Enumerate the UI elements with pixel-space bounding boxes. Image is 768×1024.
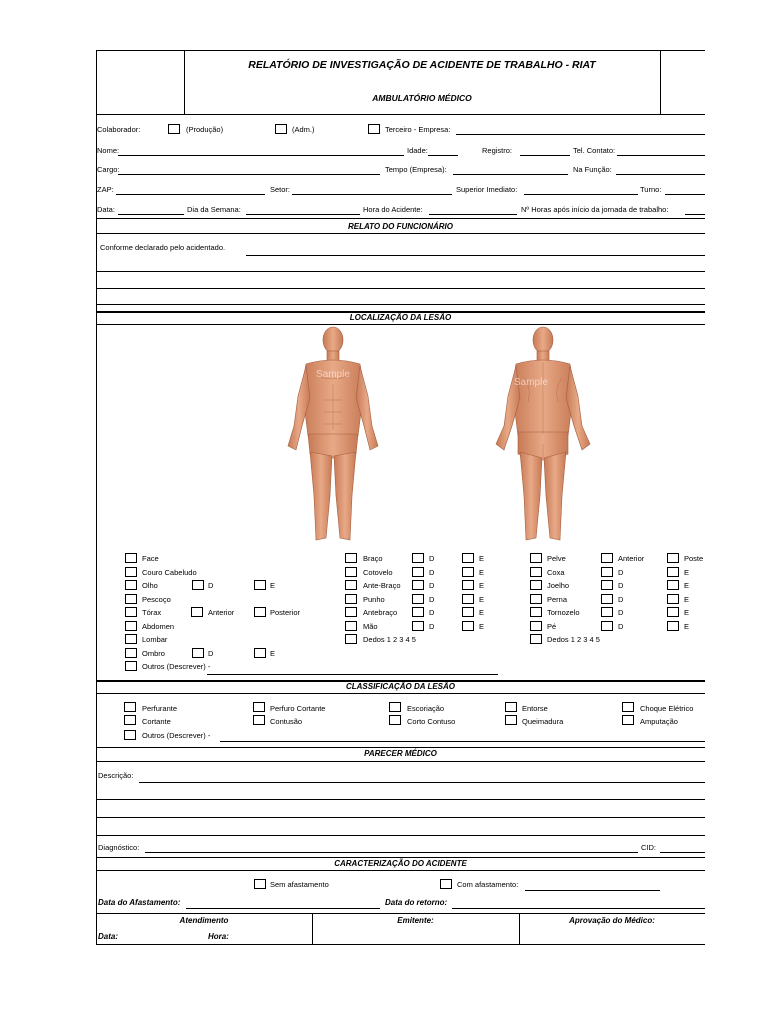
pe-d-checkbox[interactable] (601, 621, 613, 631)
tel-label: Tel. Contato: (573, 146, 616, 155)
ombro-e-label: E (270, 649, 276, 658)
idade-field[interactable] (428, 155, 458, 156)
registro-field[interactable] (520, 155, 570, 156)
pelve-anterior-label: Anterior (618, 554, 645, 563)
joelho-label: Joelho (547, 581, 570, 590)
cortante-label: Cortante (142, 717, 171, 726)
coxa-checkbox[interactable] (530, 567, 542, 577)
com-afastamento-field[interactable] (525, 890, 660, 891)
relato-line-2[interactable] (96, 271, 705, 272)
couro-cabeludo-label: Couro Cabeludo (142, 568, 197, 577)
lombar-checkbox[interactable] (125, 634, 137, 644)
torax-checkbox[interactable] (125, 607, 137, 617)
olho-d-checkbox[interactable] (192, 580, 204, 590)
pelve-posterior-label: Poste (684, 554, 704, 563)
ombro-checkbox[interactable] (125, 648, 137, 658)
data-retorno-label: Data do retorno: (385, 898, 448, 907)
antebraco-d-checkbox[interactable] (412, 607, 424, 617)
relato-top-rule (96, 218, 705, 219)
turno-label: Turno: (640, 185, 662, 194)
terceiro-label: Terceiro - Empresa: (385, 125, 451, 134)
mao-checkbox[interactable] (345, 621, 357, 631)
contusao-checkbox[interactable] (253, 715, 265, 725)
braco-e-label: E (479, 554, 485, 563)
abdomen-label: Abdomen (142, 622, 175, 631)
coxa-e-checkbox[interactable] (667, 567, 679, 577)
ante-braco-checkbox[interactable] (345, 580, 357, 590)
header-divider-right (660, 50, 661, 114)
choque-eletrico-label: Choque Elétrico (640, 704, 694, 713)
perna-e-label: E (684, 595, 690, 604)
entorse-checkbox[interactable] (505, 702, 517, 712)
com-afastamento-label: Com afastamento: (457, 880, 519, 889)
mao-e-label: E (479, 622, 485, 631)
queimadura-label: Queimadura (522, 717, 564, 726)
hora-acidente-label: Hora do Acidente: (363, 205, 423, 214)
pescoco-checkbox[interactable] (125, 594, 137, 604)
pelve-posterior-checkbox[interactable] (667, 553, 679, 563)
braco-d-label: D (429, 554, 435, 563)
localizacao-title: LOCALIZAÇÃO DA LESÃO (349, 313, 452, 322)
ante-braco-d-label: D (429, 581, 435, 590)
braco-d-checkbox[interactable] (412, 553, 424, 563)
amputacao-checkbox[interactable] (622, 715, 634, 725)
outros-class-checkbox[interactable] (124, 730, 136, 740)
antebraco-d-label: D (429, 608, 435, 617)
coxa-d-label: D (618, 568, 624, 577)
cotovelo-e-checkbox[interactable] (462, 567, 474, 577)
pe-e-label: E (684, 622, 690, 631)
emitente-label: Emitente: (397, 916, 434, 925)
olho-checkbox[interactable] (125, 580, 137, 590)
tornozelo-e-label: E (684, 608, 690, 617)
abdomen-checkbox[interactable] (125, 621, 137, 631)
corto-contuso-checkbox[interactable] (389, 715, 401, 725)
footer-hora-label: Hora: (208, 932, 229, 941)
caracterizacao-title: CARACTERIZAÇÃO DO ACIDENTE (334, 859, 467, 868)
descricao-label: Descrição: (98, 771, 134, 780)
relato-text: Conforme declarado pelo acidentado. (100, 243, 226, 252)
joelho-d-label: D (618, 581, 624, 590)
na-funcao-label: Na Função: (573, 165, 612, 174)
localizacao-title-rule (96, 324, 705, 325)
pescoco-label: Pescoço (142, 595, 171, 604)
dedos-pe-checkbox[interactable] (530, 634, 542, 644)
aprovacao-label: Aprovação do Médico: (569, 916, 655, 925)
relato-title: RELATO DO FUNCIONÁRIO (347, 222, 454, 231)
tornozelo-d-label: D (618, 608, 624, 617)
olho-d-label: D (208, 581, 214, 590)
diagnostico-label: Diagnóstico: (98, 843, 140, 852)
braco-e-checkbox[interactable] (462, 553, 474, 563)
caracterizacao-top-rule (96, 857, 705, 858)
dedos-mao-label: Dedos 1 2 3 4 5 (363, 635, 416, 644)
relato-line-4[interactable] (96, 304, 705, 305)
tornozelo-d-checkbox[interactable] (601, 607, 613, 617)
classificacao-title-rule (96, 693, 705, 694)
nome-field[interactable] (118, 155, 404, 156)
atendimento-label: Atendimento (179, 916, 229, 925)
olho-e-label: E (270, 581, 276, 590)
nome-label: Nome: (97, 146, 120, 155)
joelho-checkbox[interactable] (530, 580, 542, 590)
punho-label: Punho (363, 595, 385, 604)
diagnostico-field[interactable] (145, 852, 638, 853)
perfuro-cortante-checkbox[interactable] (253, 702, 265, 712)
olho-e-checkbox[interactable] (254, 580, 266, 590)
perna-checkbox[interactable] (530, 594, 542, 604)
cotovelo-d-checkbox[interactable] (412, 567, 424, 577)
mao-d-label: D (429, 622, 435, 631)
colaborador-label: Colaborador: (97, 125, 141, 134)
dedos-mao-checkbox[interactable] (345, 634, 357, 644)
coxa-e-label: E (684, 568, 690, 577)
adm-label: (Adm.) (292, 125, 315, 134)
data-retorno-field[interactable] (452, 908, 705, 909)
perna-e-checkbox[interactable] (667, 594, 679, 604)
antebraco-e-label: E (479, 608, 485, 617)
watermark-front: Sample (316, 369, 350, 380)
joelho-d-checkbox[interactable] (601, 580, 613, 590)
choque-eletrico-checkbox[interactable] (622, 702, 634, 712)
body-back-figure (488, 326, 598, 548)
outros-class-label: Outros (Descrever) - (142, 731, 211, 740)
ombro-label: Ombro (142, 649, 165, 658)
descricao-field[interactable] (139, 782, 705, 783)
perfurante-checkbox[interactable] (124, 702, 136, 712)
sem-afastamento-label: Sem afastamento (270, 880, 329, 889)
joelho-e-label: E (684, 581, 690, 590)
ombro-d-label: D (208, 649, 214, 658)
descricao-line-2[interactable] (96, 799, 705, 800)
coxa-label: Coxa (547, 568, 565, 577)
cid-field[interactable] (660, 852, 705, 853)
data-label: Data: (97, 205, 115, 214)
pelve-anterior-checkbox[interactable] (601, 553, 613, 563)
corto-contuso-label: Corto Contuso (407, 717, 456, 726)
antebraco-label: Antebraço (363, 608, 398, 617)
header-bottom-border (96, 114, 705, 115)
sem-afastamento-checkbox[interactable] (254, 879, 266, 889)
dia-semana-label: Dia da Semana: (187, 205, 241, 214)
relato-line-3[interactable] (96, 288, 705, 289)
data-field[interactable] (118, 214, 184, 215)
cotovelo-checkbox[interactable] (345, 567, 357, 577)
cortante-checkbox[interactable] (124, 715, 136, 725)
footer-data-label: Data: (98, 932, 119, 941)
amputacao-label: Amputação (640, 717, 678, 726)
torax-label: Tórax (142, 608, 162, 617)
body-front-figure (278, 326, 388, 548)
header-top-border (96, 50, 705, 51)
producao-checkbox[interactable] (168, 124, 180, 134)
relato-title-rule (96, 233, 705, 234)
tornozelo-checkbox[interactable] (530, 607, 542, 617)
horas-apos-field[interactable] (685, 214, 705, 215)
producao-label: (Produção) (186, 125, 224, 134)
mao-e-checkbox[interactable] (462, 621, 474, 631)
torax-anterior-label: Anterior (208, 608, 235, 617)
ante-braco-e-label: E (479, 581, 485, 590)
outros-local-label: Outros (Descrever) - (142, 662, 211, 671)
outros-class-field[interactable] (220, 741, 705, 742)
pelve-label: Pelve (547, 554, 566, 563)
tempo-label: Tempo (Empresa): (385, 165, 447, 174)
cid-label: CID: (641, 843, 656, 852)
zap-label: ZAP: (97, 185, 114, 194)
queimadura-checkbox[interactable] (505, 715, 517, 725)
ante-braco-e-checkbox[interactable] (462, 580, 474, 590)
punho-d-label: D (429, 595, 435, 604)
mao-label: Mão (363, 622, 378, 631)
setor-field[interactable] (292, 194, 452, 195)
dia-semana-field[interactable] (246, 214, 360, 215)
cotovelo-e-label: E (479, 568, 485, 577)
punho-d-checkbox[interactable] (412, 594, 424, 604)
superior-field[interactable] (524, 194, 638, 195)
escoriacao-checkbox[interactable] (389, 702, 401, 712)
zap-field[interactable] (116, 194, 265, 195)
turno-field[interactable] (665, 194, 705, 195)
braco-label: Braço (363, 554, 383, 563)
tornozelo-label: Tornozelo (547, 608, 580, 617)
antebraco-checkbox[interactable] (345, 607, 357, 617)
torax-posterior-checkbox[interactable] (254, 607, 266, 617)
face-checkbox[interactable] (125, 553, 137, 563)
terceiro-checkbox[interactable] (368, 124, 380, 134)
cotovelo-d-label: D (429, 568, 435, 577)
torax-anterior-checkbox[interactable] (191, 607, 203, 617)
mao-d-checkbox[interactable] (412, 621, 424, 631)
lombar-label: Lombar (142, 635, 168, 644)
outros-local-field[interactable] (207, 674, 498, 675)
registro-label: Registro: (482, 146, 513, 155)
pe-label: Pé (547, 622, 557, 631)
parecer-title: PARECER MÉDICO (364, 749, 437, 758)
joelho-e-checkbox[interactable] (667, 580, 679, 590)
perna-label: Perna (547, 595, 568, 604)
torax-posterior-label: Posterior (270, 608, 301, 617)
footer-bottom-rule (96, 944, 705, 945)
classificacao-title: CLASSIFICAÇÃO DA LESÃO (345, 682, 456, 691)
escoriacao-label: Escoriação (407, 704, 445, 713)
data-afastamento-field[interactable] (186, 908, 380, 909)
pelve-checkbox[interactable] (530, 553, 542, 563)
tempo-field[interactable] (453, 174, 568, 175)
punho-checkbox[interactable] (345, 594, 357, 604)
dedos-pe-label: Dedos 1 2 3 4 5 (547, 635, 600, 644)
perfuro-cortante-label: Perfuro Cortante (270, 704, 326, 713)
pe-d-label: D (618, 622, 624, 631)
form-title: RELATÓRIO DE INVESTIGAÇÃO DE ACIDENTE DE TRABALHO - RIAT (248, 59, 596, 71)
outros-local-checkbox[interactable] (125, 661, 137, 671)
olho-label: Olho (142, 581, 158, 590)
face-label: Face (142, 554, 159, 563)
descricao-line-3[interactable] (96, 817, 705, 818)
ombro-d-checkbox[interactable] (192, 648, 204, 658)
footer-top-rule (96, 913, 705, 914)
perna-d-checkbox[interactable] (601, 594, 613, 604)
idade-label: Idade: (407, 146, 428, 155)
adm-checkbox[interactable] (275, 124, 287, 134)
ante-braco-d-checkbox[interactable] (412, 580, 424, 590)
perfurante-label: Perfurante (142, 704, 178, 713)
setor-label: Setor: (270, 185, 291, 194)
pe-e-checkbox[interactable] (667, 621, 679, 631)
superior-label: Superior Imediato: (456, 185, 518, 194)
contusao-label: Contusão (270, 717, 303, 726)
punho-e-checkbox[interactable] (462, 594, 474, 604)
couro-cabeludo-checkbox[interactable] (125, 567, 137, 577)
na-funcao-field[interactable] (616, 174, 705, 175)
relato-line-1[interactable] (246, 255, 705, 256)
caracterizacao-title-rule (96, 870, 705, 871)
terceiro-field[interactable] (456, 134, 705, 135)
ante-braco-label: Ante-Braço (363, 581, 401, 590)
pe-checkbox[interactable] (530, 621, 542, 631)
cargo-field[interactable] (118, 174, 380, 175)
data-afastamento-label: Data do Afastamento: (98, 898, 181, 907)
ombro-e-checkbox[interactable] (254, 648, 266, 658)
horas-apos-label: Nº Horas após início da jornada de trabalho: (521, 205, 669, 214)
entorse-label: Entorse (522, 704, 548, 713)
parecer-title-rule (96, 761, 705, 762)
coxa-d-checkbox[interactable] (601, 567, 613, 577)
watermark-back: Sample (514, 377, 548, 388)
braco-checkbox[interactable] (345, 553, 357, 563)
descricao-line-4[interactable] (96, 835, 705, 836)
hora-acidente-field[interactable] (429, 214, 517, 215)
perna-d-label: D (618, 595, 624, 604)
form-subtitle: AMBULATÓRIO MÉDICO (372, 93, 472, 103)
antebraco-e-checkbox[interactable] (462, 607, 474, 617)
com-afastamento-checkbox[interactable] (440, 879, 452, 889)
parecer-top-rule (96, 747, 705, 748)
punho-e-label: E (479, 595, 485, 604)
cotovelo-label: Cotovelo (363, 568, 393, 577)
cargo-label: Cargo: (97, 165, 120, 174)
tel-field[interactable] (617, 155, 705, 156)
tornozelo-e-checkbox[interactable] (667, 607, 679, 617)
